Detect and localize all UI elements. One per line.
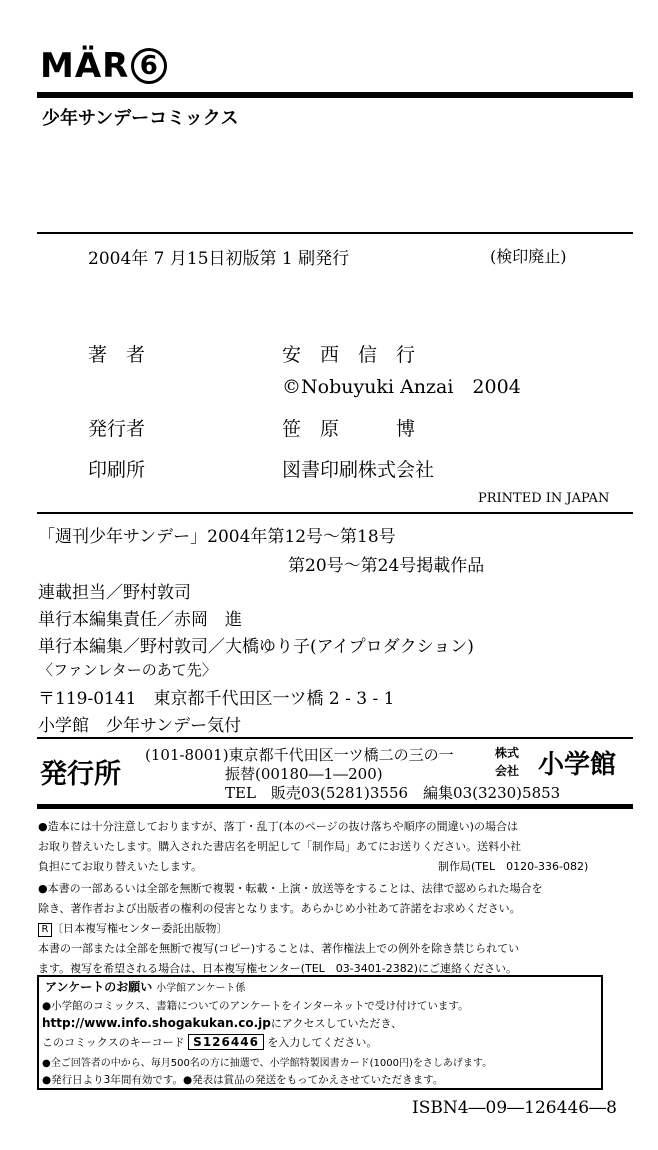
- jrrc-heading: [38, 920, 228, 937]
- stamp-note: (検印廃止): [490, 247, 567, 266]
- corp-label-bottom: 会社: [495, 764, 520, 778]
- credit-name-printer: 図書印刷株式会社: [282, 459, 435, 481]
- defect-notice-line-1: ●造本には十分注意しておりますが、落丁・乱丁(本のページの抜け落ちや順序の間違い)の場合は: [38, 820, 518, 833]
- jrrc-mark: R: [38, 923, 52, 937]
- survey-code-prefix: このコミックスのキーコード: [42, 1036, 185, 1049]
- survey-url-suffix: にアクセスしていただき、: [270, 1017, 403, 1030]
- volume-number: 6: [131, 48, 167, 84]
- serialization-rule: [37, 512, 633, 514]
- credit-copyright: ©Nobuyuki Anzai 2004: [282, 376, 521, 398]
- defect-notice-line-2: お取り替えいたします。購入された書店名を明記して「制作局」あてにお送りください。送料小社: [38, 840, 522, 853]
- jrrc-notice-line-1: 本書の一部または全部を無断で複写(コピー)することは、著作権法上での例外を除き禁じられてい: [38, 942, 520, 955]
- survey-code-line: [42, 1034, 377, 1050]
- jrrc-label: 〔日本複写権センター委託出版物〕: [52, 922, 228, 935]
- survey-code-suffix: を入力してください。: [267, 1036, 378, 1049]
- survey-heading-title: アンケートのお願い: [45, 980, 153, 994]
- defect-notice-line-3: 負担にてお取り替えいたします。: [38, 860, 203, 873]
- staff-line: 小学館 少年サンデー気付: [38, 716, 242, 736]
- production-contact: 制作局(TEL 0120-336-082): [438, 860, 589, 873]
- printed-in: PRINTED IN JAPAN: [478, 491, 610, 506]
- survey-key-code: S126446: [188, 1034, 264, 1050]
- corp-label-top: 株式: [495, 746, 520, 760]
- survey-heading-sub: 小学館アンケート係: [156, 983, 246, 994]
- serialization-line-1: 「週刊少年サンデー」2004年第12号～第18号: [38, 527, 396, 547]
- credit-role-author: 著 者: [88, 344, 146, 366]
- staff-line: 単行本編集／野村敦司／大橋ゆり子(アイプロダクション): [38, 637, 474, 657]
- survey-url[interactable]: http://www.info.shogakukan.co.jp: [42, 1016, 271, 1030]
- credit-name-author: 安 西 信 行: [282, 344, 416, 366]
- credit-role-publisher: 発行者: [88, 418, 146, 440]
- staff-line: 〈ファンレターのあて先〉: [38, 661, 217, 679]
- staff-line: 〒119-0141 東京都千代田区一ツ橋 2 - 3 - 1: [38, 689, 395, 709]
- publisher-rule: [37, 737, 633, 739]
- staff-line: 連載担当／野村敦司: [38, 583, 191, 603]
- publisher-name: 小学館: [538, 750, 617, 780]
- survey-line-4: ●全ご回答者の中から、毎月500名の方に抽選で、小学館特製図書カード(1000円)をさしあげます。: [42, 1058, 493, 1069]
- publisher-tel: TEL 販売03(5281)3556 編集03(3230)5853: [225, 784, 561, 802]
- isbn: ISBN4―09―126446―8: [412, 1098, 617, 1118]
- survey-heading: [45, 978, 246, 995]
- title-rule: [37, 92, 633, 98]
- credit-role-printer: 印刷所: [88, 459, 146, 481]
- publication-rule: [37, 232, 633, 234]
- notices-rule: [37, 804, 633, 809]
- survey-line-1: ●小学館のコミックス、書籍についてのアンケートをインターネットで受け付けています。: [42, 1000, 469, 1012]
- copyright-notice-line-2: 除き、著作者および出版者の権利の侵害となります。あらかじめ小社あて許諾をお求めください。: [38, 902, 521, 915]
- publisher-label: 発行所: [40, 759, 121, 790]
- serialization-line-2: 第20号～第24号掲載作品: [288, 556, 485, 576]
- imprint-label: 少年サンデーコミックス: [42, 108, 239, 129]
- survey-line-5: ●発行日より3年間有効です。●発表は賞品の発送をもってかえさせていただきます。: [42, 1074, 444, 1086]
- publication-date: 2004年 7 月15日初版第 1 刷発行: [88, 249, 350, 269]
- publisher-transfer: 振替(00180―1―200): [225, 765, 383, 783]
- publisher-address: (101-8001)東京都千代田区一ツ橋二の三の一: [145, 746, 454, 764]
- copyright-notice-line-1: ●本書の一部あるいは全部を無断で複製・転載・上演・放送等をすることは、法律で認められた場合を: [38, 882, 543, 895]
- series-title: [40, 46, 167, 86]
- series-name: MÄR: [40, 46, 130, 86]
- jrrc-notice-line-2: ます。複写を希望される場合は、日本複写権センター(TEL 03-3401-2382)にご連絡ください。: [38, 962, 517, 975]
- staff-line: 単行本編集責任／赤岡 進: [38, 610, 242, 630]
- survey-url-line: [42, 1015, 402, 1031]
- credit-name-publisher: 笹 原 博: [282, 418, 416, 440]
